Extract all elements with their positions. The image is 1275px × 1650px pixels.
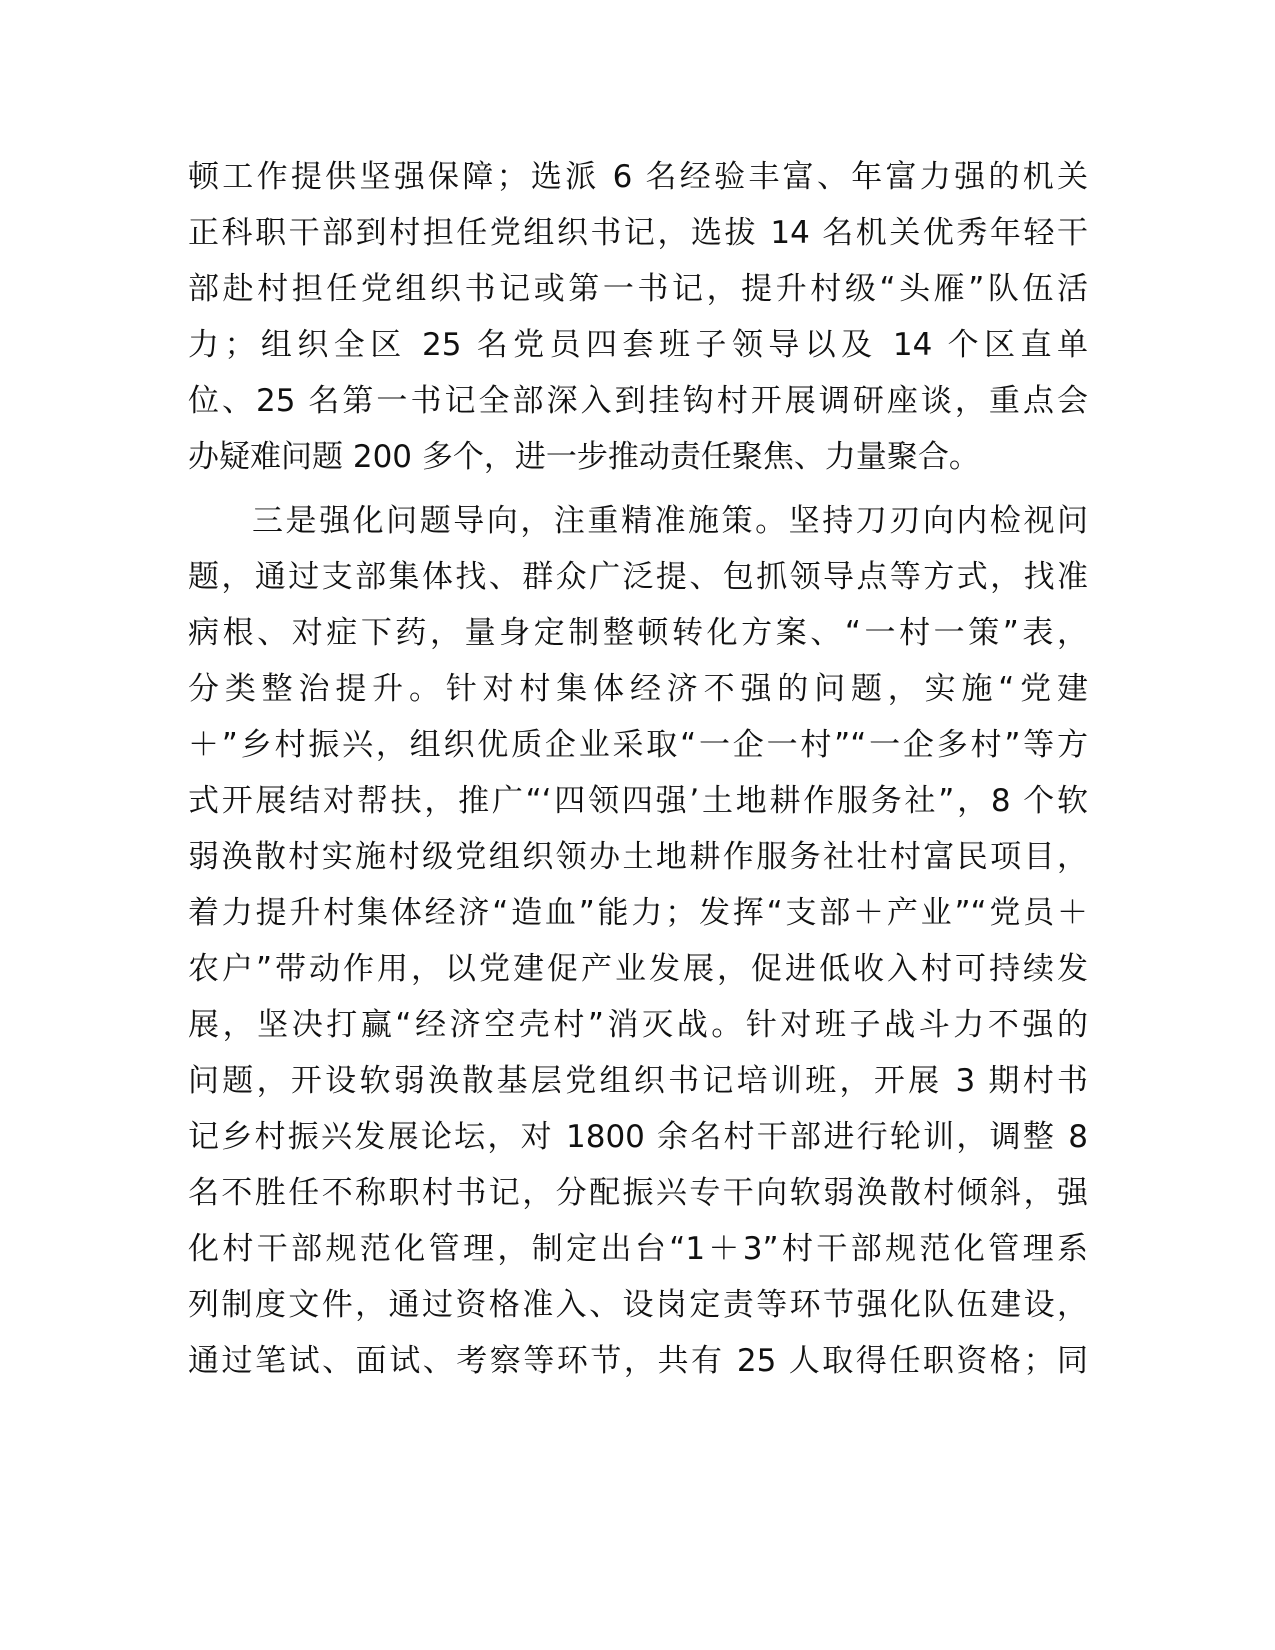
paragraph-line: 题，通过支部集体找、群众广泛提、包抓领导点等方式，找准 <box>188 559 1088 595</box>
paragraph-line: 正科职干部到村担任党组织书记，选拔 14 名机关优秀年轻干 <box>188 215 1088 251</box>
paragraph-line: 记乡村振兴发展论坛，对 1800 余名村干部进行轮训，调整 8 <box>188 1119 1088 1155</box>
paragraph-1 <box>188 148 1088 496</box>
paragraph-line: 着力提升村集体经济“造血”能力；发挥“支部＋产业”“党员＋ <box>188 895 1088 931</box>
paragraph-line: 展，坚决打赢“经济空壳村”消灭战。针对班子战斗力不强的 <box>188 1007 1088 1043</box>
paragraph-line: 式开展结对帮扶，推广“‘四领四强’土地耕作服务社”，8 个软 <box>188 783 1088 819</box>
paragraph-line: 分类整治提升。针对村集体经济不强的问题，实施“党建 <box>188 671 1088 707</box>
paragraph-line: 病根、对症下药，量身定制整顿转化方案、“一村一策”表， <box>188 615 1088 651</box>
paragraph-line: 力；组织全区 25 名党员四套班子领导以及 14 个区直单 <box>188 327 1088 363</box>
paragraph-line: 弱涣散村实施村级党组织领办土地耕作服务社壮村富民项目， <box>188 839 1088 875</box>
paragraph-line: 问题，开设软弱涣散基层党组织书记培训班，开展 3 期村书 <box>188 1063 1088 1099</box>
paragraph-line: 三是强化问题导向，注重精准施策。坚持刀刃向内检视问 <box>252 503 1088 539</box>
paragraph-line: 位、25 名第一书记全部深入到挂钩村开展调研座谈，重点会 <box>188 383 1088 419</box>
paragraph-line: 化村干部规范化管理，制定出台“1＋3”村干部规范化管理系 <box>188 1231 1088 1267</box>
paragraph-line: 名不胜任不称职村书记，分配振兴专干向软弱涣散村倾斜，强 <box>188 1175 1088 1211</box>
paragraph-line: 办疑难问题 200 多个，进一步推动责任聚焦、力量聚合。 <box>188 439 980 475</box>
paragraph-line: ＋”乡村振兴，组织优质企业采取“一企一村”“一企多村”等方 <box>188 727 1088 763</box>
paragraph-line: 列制度文件，通过资格准入、设岗定责等环节强化队伍建设， <box>188 1287 1088 1323</box>
paragraph-line: 顿工作提供坚强保障；选派 6 名经验丰富、年富力强的机关 <box>188 159 1088 195</box>
paragraph-line: 部赴村担任党组织书记或第一书记，提升村级“头雁”队伍活 <box>188 271 1088 307</box>
paragraph-line: 农户”带动作用，以党建促产业发展，促进低收入村可持续发 <box>188 951 1088 987</box>
paragraph-line: 通过笔试、面试、考察等环节，共有 25 人取得任职资格；同 <box>188 1343 1088 1379</box>
paragraph-2 <box>188 492 1088 1392</box>
